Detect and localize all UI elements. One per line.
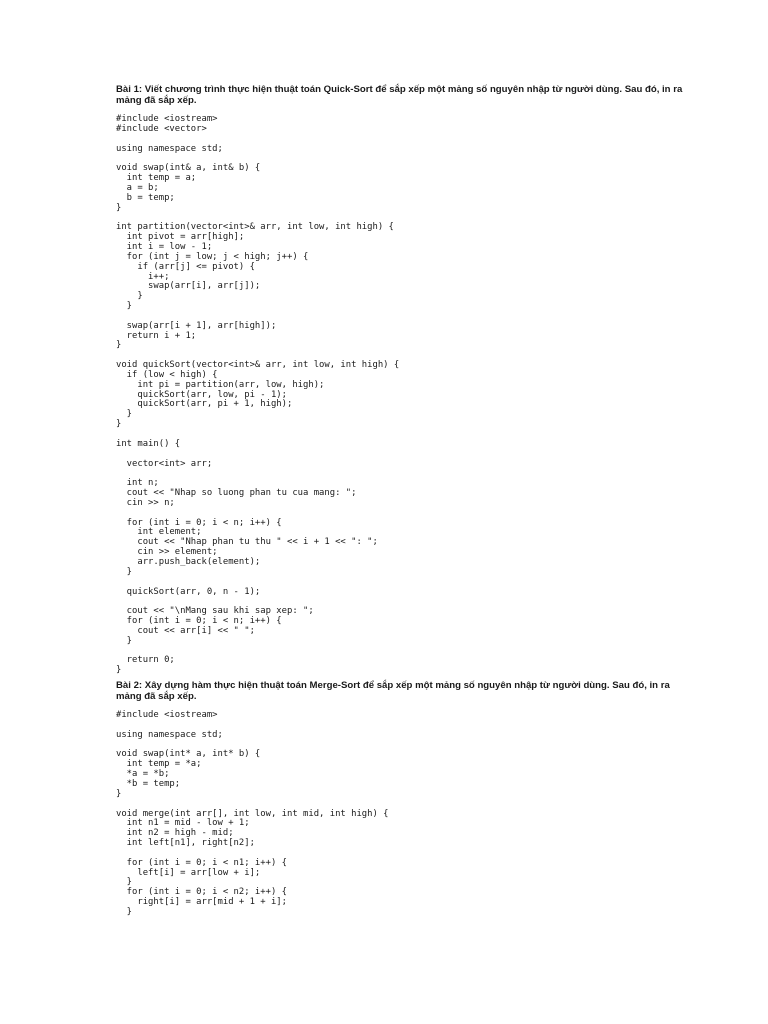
exercise-1-code: #include <iostream> #include <vector> using namespace std; void swap(int& a, int& b) { int temp = a; a = b; b = temp; } int partition(vector<int>& arr, int low, int high) { int pivot = arr[high]; int i = low - 1; for (int j = low; j < high; j++) { if (arr[j] <= pivot) { i++; swap(arr[i], arr[j]); } } swap(arr[i + 1], arr[high]); return i + 1; } void quickSort(vector<int>& arr, int low, int high) { if (low < high) { int pi = partition(arr, low, high); quickSort(arr, low, pi - 1); quickSort(arr, pi + 1, high); } } int main() { vector<int> arr; int n; cout << "Nhap so luong phan tu cua mang: "; cin >> n; for (int i = 0; i < n; i++) { int element; cout << "Nhap phan tu thu " << i + 1 << ": "; cin >> element; arr.push_back(element); } quickSort(arr, 0, n - 1); cout << "\nMang sau khi sap xep: "; for (int i = 0; i < n; i++) { cout << arr[i] << " "; } return 0; }: [116, 114, 400, 676]
exercise-2-heading: Bài 2: Xây dựng hàm thực hiện thuật toán Merge-Sort để sắp xếp một mảng số nguyên nhập từ người dùng. Sau đó, in ra mảng đã sắp xếp.: [116, 680, 670, 703]
exercise-1-heading: Bài 1: Viết chương trình thực hiện thuật toán Quick-Sort để sắp xếp một mảng số nguyên nhập từ người dùng. Sau đó, in ra mảng đã sắp xếp.: [116, 84, 683, 106]
exercise-2-code: #include <iostream> using namespace std; void swap(int* a, int* b) { int temp = *a; *a = *b; *b = temp; } void merge(int arr[], int low, int mid, int high) { int n1 = mid - low + 1; int n2 = high - mid; int left[n1], right[n2]; for (int i = 0; i < n1; i++) { left[i] = arr[low + i]; } for (int i = 0; i < n2; i++) { right[i] = arr[mid + 1 + i]; }: [116, 710, 389, 917]
document-page: [116, 84, 692, 918]
